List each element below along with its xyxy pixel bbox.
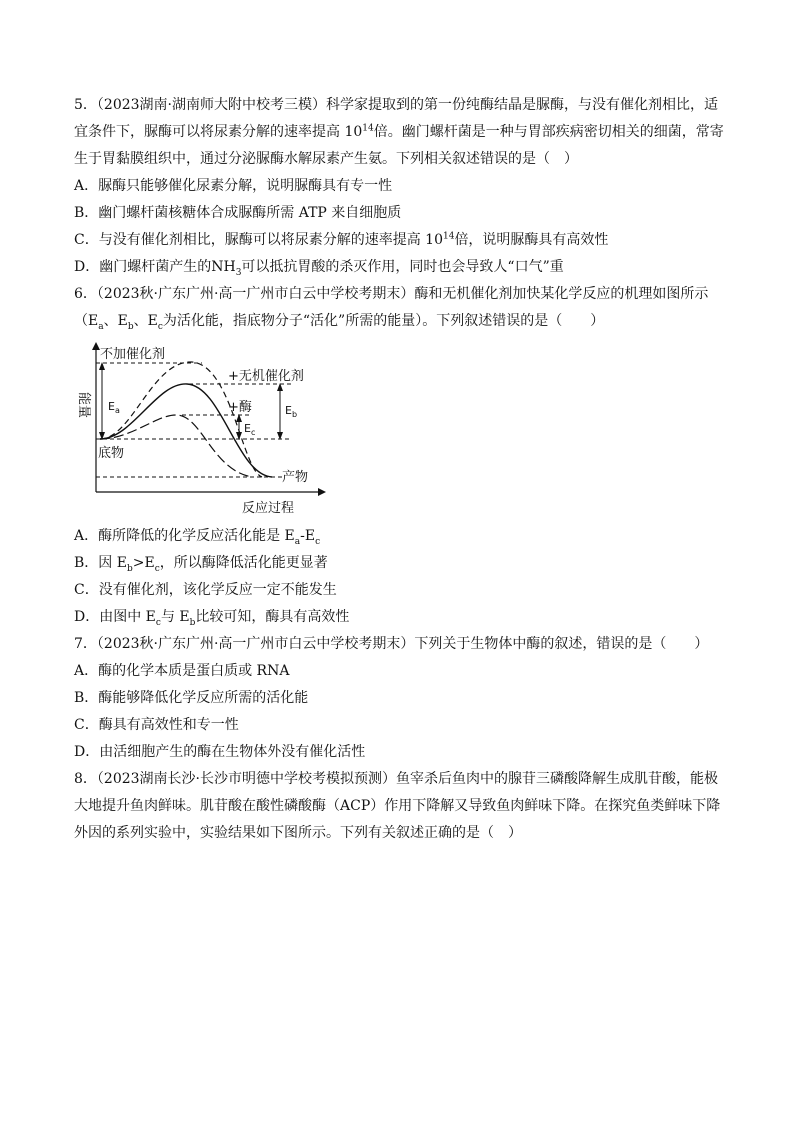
label-product: 产物 — [282, 470, 309, 485]
subscript: a — [98, 321, 104, 332]
q5-option-c — [74, 231, 724, 249]
subscript: c — [154, 563, 160, 574]
q6-option-b — [74, 554, 724, 572]
q6-stem-line-2 — [74, 312, 724, 330]
q7-option-c: C．酶具有高效性和专一性 — [74, 717, 239, 733]
q7-option-b: B．酶能够降低化学反应所需的活化能 — [74, 690, 309, 706]
q5-stem-line-2 — [74, 123, 724, 141]
q6-option-b-text: B．因 E — [74, 555, 127, 571]
q5-option-c-text: C．与没有催化剂相比，脲酶可以将尿素分解的速率提高 10 — [74, 232, 443, 248]
q6-stem-text: 为活化能，指底物分子“活化”所需的能量）。下列叙述错误的是（ ） — [162, 313, 605, 329]
label-no-catalyst: 不加催化剂 — [100, 347, 166, 362]
label-enzyme: +酶 — [228, 400, 252, 415]
q6-stem-text: （E — [74, 313, 99, 329]
q6-option-a-text: -E — [300, 528, 316, 544]
label-ec: $E_c$ — [244, 422, 256, 437]
subscript: a — [294, 536, 301, 547]
q6-option-d-text: D．由图中 E — [74, 609, 156, 625]
q8-stem-line-3: 外因的系列实验中，实验结果如下图所示。下列有关叙述正确的是（ ） — [74, 825, 522, 841]
subscript: b — [126, 563, 133, 574]
q5-option-b: B．幽门螺杆菌核糖体合成脲酶所需 ATP 来自细胞质 — [74, 205, 402, 221]
activation-energy-diagram — [72, 340, 332, 515]
exponent: 14 — [362, 123, 374, 134]
q6-option-a — [74, 527, 724, 545]
label-energy-axis: 能量 — [76, 392, 91, 419]
q5-stem-line-1: 5．（2023湖南·湖南师大附中校考三模）科学家提取到的第一份纯酶结晶是脲酶，与没有催化剂相比，适 — [74, 97, 718, 113]
subscript: b — [127, 321, 134, 332]
label-inorganic-catalyst: +无机催化剂 — [228, 369, 304, 384]
q6-option-b-text: >E — [132, 555, 155, 571]
q6-option-b-text: ，所以酶降低活化能更显著 — [159, 555, 328, 571]
subscript: b — [189, 617, 196, 628]
eb-arrow-tail — [277, 432, 283, 440]
label-reaction-process: 反应过程 — [242, 501, 295, 515]
q5-option-d-text: D．幽门螺杆菌产生的NH — [74, 259, 236, 275]
q7-option-d: D．由活细胞产生的酶在生物体外没有催化活性 — [74, 744, 366, 760]
q6-option-d-text: 比较可知，酶具有高效性 — [195, 609, 350, 625]
q5-stem-text: 宜条件下，脲酶可以将尿素分解的速率提高 10 — [74, 124, 363, 140]
q7-option-a: A．酶的化学本质是蛋白质或 RNA — [74, 663, 290, 679]
q6-option-d — [74, 608, 724, 626]
subscript: c — [315, 536, 321, 547]
q8-stem-line-1: 8．（2023湖南长沙·长沙市明德中学校考模拟预测）鱼宰杀后鱼肉中的腺苷三磷酸降解生成肌苷酸，能极 — [74, 771, 718, 787]
label-eb: $E_b$ — [285, 404, 298, 419]
q5-option-d — [74, 258, 724, 276]
q6-option-a-text: A．酶所降低的化学反应活化能是 E — [74, 528, 295, 544]
q7-stem: 7．（2023秋·广东广州·高一广州市白云中学校考期末）下列关于生物体中酶的叙述，错误的是（ ） — [74, 636, 709, 652]
y-axis-arrow — [92, 342, 100, 350]
subscript: c — [155, 617, 161, 628]
q6-option-d-text: 与 E — [160, 609, 190, 625]
label-ea: $E_a$ — [108, 400, 120, 415]
q5-stem-line-3: 生于胃黏膜组织中，通过分泌脲酶水解尿素产生氨。下列相关叙述错误的是（ ） — [74, 151, 578, 167]
q5-option-c-text: 倍，说明脲酶具有高效性 — [454, 232, 609, 248]
q6-stem-line-1: 6．（2023秋·广东广州·高一广州市白云中学校考期末）酶和无机催化剂加快某化学反应的机理如图所示 — [74, 286, 709, 302]
q5-option-d-text: 可以抵抗胃酸的杀灭作用，同时也会导致人“口气”重 — [241, 259, 564, 275]
exponent: 14 — [442, 231, 455, 242]
q6-option-c: C．没有催化剂，该化学反应一定不能发生 — [74, 582, 337, 598]
label-substrate: 底物 — [98, 446, 125, 461]
subscript: 3 — [235, 267, 242, 278]
q6-stem-text: 、E — [103, 313, 128, 329]
q6-stem-text: 、E — [133, 313, 158, 329]
q8-stem-line-2: 大地提升鱼肉鲜味。肌苷酸在酸性磷酸酶（ACP）作用下降解又导致鱼肉鲜味下降。在探究鱼类鲜味下降 — [74, 798, 721, 814]
q5-option-a: A．脲酶只能够催化尿素分解，说明脲酶具有专一性 — [74, 178, 393, 194]
x-axis-arrow — [318, 488, 326, 496]
q5-stem-text: 倍。幽门螺杆菌是一种与胃部疾病密切相关的细菌，常寄 — [373, 124, 724, 140]
subscript: c — [157, 321, 163, 332]
